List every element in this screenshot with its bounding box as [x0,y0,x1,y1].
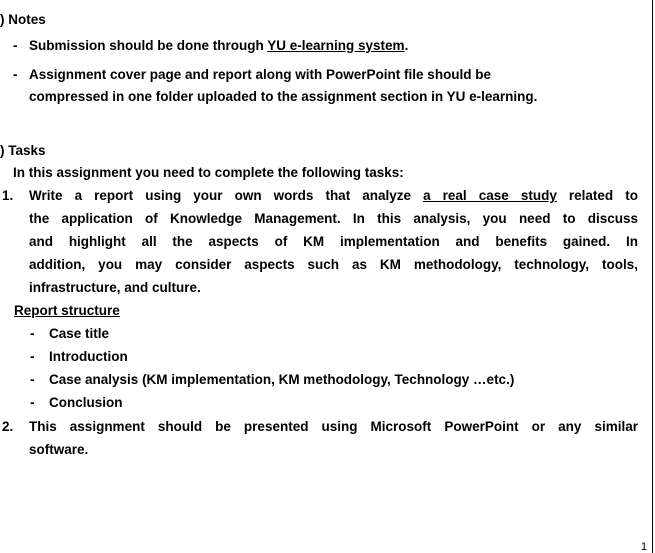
notes-item-1 [29,37,408,54]
task-2-line-1: This assignment should be presented using Microsoft PowerPoint or any similar [29,419,638,434]
structure-item-case-title: Case title [49,326,110,341]
structure-item-case-analysis: Case analysis (KM implementation, KM methodology, Technology …etc.) [49,372,515,387]
tasks-heading: ) Tasks [0,143,46,158]
structure-item-introduction: Introduction [49,349,128,364]
task-1-text-end: related to [556,188,638,203]
task-1-line-1 [29,187,638,204]
structure-bullet-dash: - [30,349,35,364]
notes-bullet-dash: - [13,67,18,82]
structure-bullet-dash: - [30,326,35,341]
task-2-number: 2. [2,419,14,434]
notes-item-1-text: Submission should be done through [29,38,268,53]
report-structure-heading: Report structure [14,303,120,318]
task-1-line-3: and highlight all the aspects of KM implementation and benefits gained. In [29,234,638,249]
task-2-line-2: software. [29,442,89,457]
notes-heading: ) Notes [0,12,46,27]
task-1-line-2: the application of Knowledge Management. In this analysis, you need to discuss [29,211,638,226]
task-1-number: 1. [2,188,14,203]
structure-item-conclusion: Conclusion [49,395,123,410]
yu-elearning-link[interactable]: YU e-learning system [267,38,405,53]
notes-bullet-dash: - [13,38,18,53]
page-border-right [652,0,653,553]
tasks-intro: In this assignment you need to complete the following tasks: [13,165,404,180]
notes-item-2-line-2: compressed in one folder uploaded to the assignment section in YU e-learning. [29,89,538,104]
real-case-study-link: a real case study [423,188,557,203]
notes-item-2-line-1: Assignment cover page and report along with PowerPoint file should be [29,67,492,82]
notes-item-1-end: . [404,38,409,53]
page-number: 1 [641,541,648,553]
task-1-line-5: infrastructure, and culture. [29,280,201,295]
structure-bullet-dash: - [30,372,35,387]
task-1-text: Write a report using your own words that analyze [29,188,424,203]
task-1-line-4: addition, you may consider aspects such as KM methodology, technology, tools, [29,257,638,272]
structure-bullet-dash: - [30,395,35,410]
